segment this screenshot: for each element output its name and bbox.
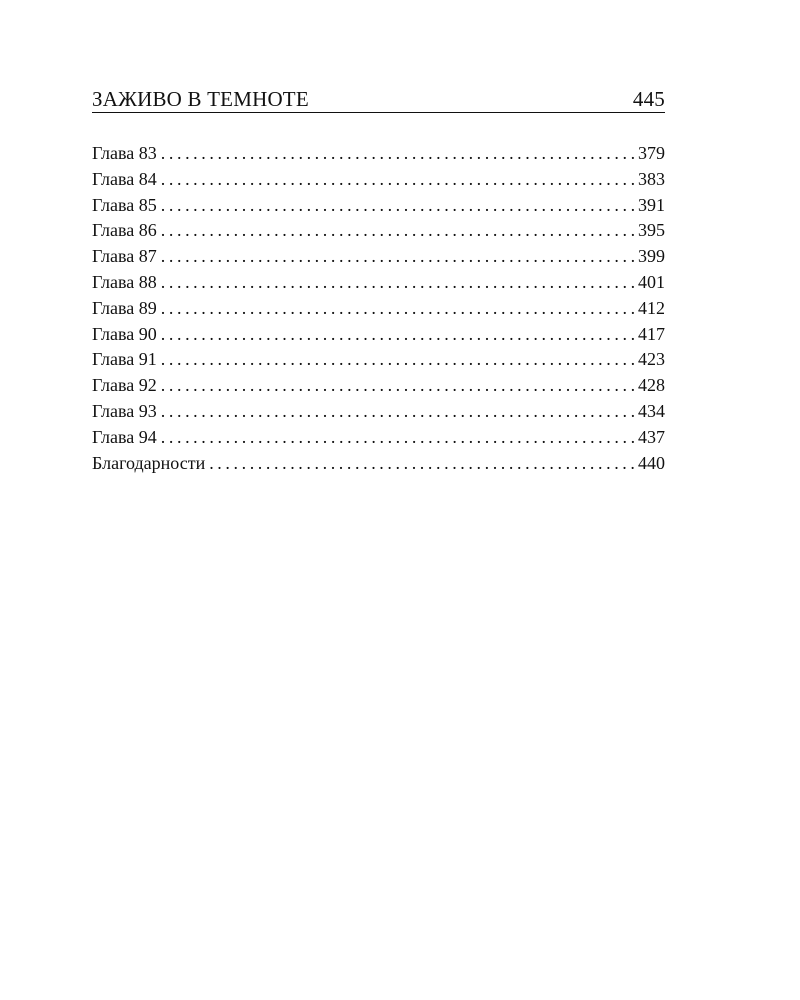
toc-entry-page: 383 <box>638 169 665 189</box>
toc-entry-title: Глава 85 <box>92 195 157 215</box>
dot-leader <box>161 273 638 291</box>
toc-entry-page: 417 <box>638 324 665 344</box>
toc-entry-title: Глава 92 <box>92 376 157 396</box>
toc-entry-page: 379 <box>638 144 665 163</box>
toc-entry-title: Благодарности <box>92 453 206 473</box>
toc-entry-page: 399 <box>638 247 665 267</box>
toc-entry-title: Глава 89 <box>92 298 157 318</box>
dot-leader <box>161 350 638 368</box>
dot-leader <box>161 402 638 420</box>
dot-leader <box>161 325 638 343</box>
toc-entry <box>92 350 665 376</box>
toc-entry-page: 423 <box>638 350 665 370</box>
toc-entry <box>92 170 665 196</box>
running-header <box>92 84 665 112</box>
toc-entry <box>92 402 665 428</box>
toc-entry-title: Глава 88 <box>92 272 157 292</box>
toc-entry <box>92 247 665 273</box>
toc-entry-page: 391 <box>638 195 665 215</box>
dot-leader <box>161 170 638 188</box>
toc-entry <box>92 144 665 170</box>
toc-entry <box>92 221 665 247</box>
toc-entry <box>92 299 665 325</box>
book-page <box>92 84 665 479</box>
toc-entry-title: Глава 84 <box>92 169 157 189</box>
toc-entry-title: Глава 91 <box>92 350 157 370</box>
dot-leader <box>161 196 638 214</box>
toc-entry <box>92 325 665 351</box>
toc-entry <box>92 196 665 222</box>
toc-entry-page: 412 <box>638 298 665 318</box>
toc-entry-title: Глава 86 <box>92 221 157 241</box>
table-of-contents <box>92 144 665 479</box>
toc-entry-page: 440 <box>638 453 665 473</box>
toc-entry-page: 437 <box>638 427 665 447</box>
dot-leader <box>209 454 638 472</box>
dot-leader <box>161 299 638 317</box>
dot-leader <box>161 247 638 265</box>
toc-entry <box>92 428 665 454</box>
toc-entry-page: 434 <box>638 401 665 421</box>
dot-leader <box>161 221 638 239</box>
toc-entry-page: 395 <box>638 221 665 241</box>
dot-leader <box>161 376 638 394</box>
dot-leader <box>161 428 638 446</box>
page-number: 445 <box>632 87 665 111</box>
toc-entry <box>92 273 665 299</box>
toc-entry-title: Глава 87 <box>92 247 157 267</box>
toc-entry <box>92 454 665 480</box>
toc-entry-title: Глава 90 <box>92 324 157 344</box>
toc-entry-title: Глава 83 <box>92 144 157 163</box>
dot-leader <box>161 144 638 162</box>
toc-entry-page: 428 <box>638 376 665 396</box>
book-title: ЗАЖИВО В ТЕМНОТЕ <box>92 87 309 111</box>
toc-entry <box>92 376 665 402</box>
toc-entry-page: 401 <box>638 272 665 292</box>
header-rule <box>92 112 665 113</box>
toc-entry-title: Глава 93 <box>92 401 157 421</box>
toc-entry-title: Глава 94 <box>92 427 157 447</box>
